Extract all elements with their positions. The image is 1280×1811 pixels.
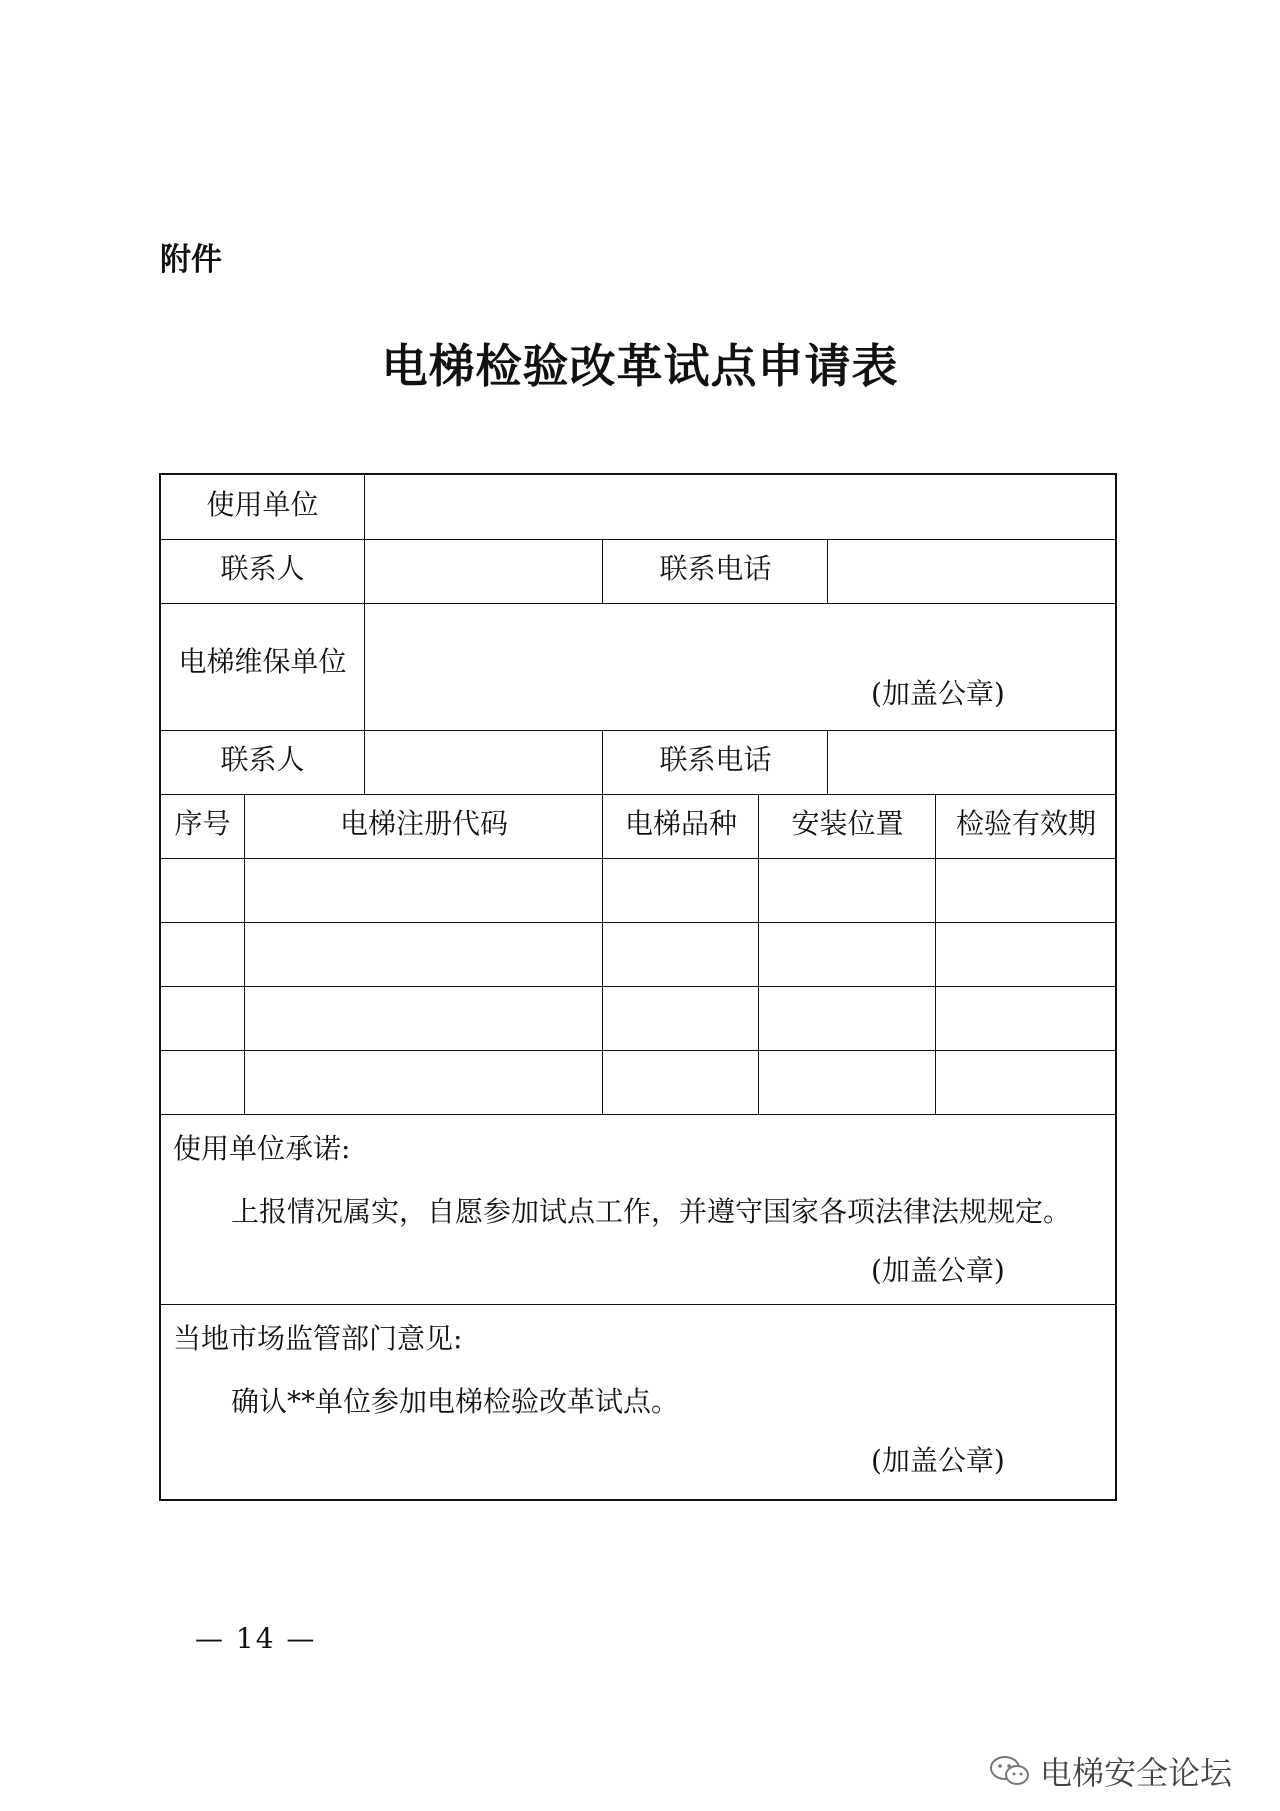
column-header-validity: 检验有效期 [955, 807, 1096, 840]
page-number: — 14 — [195, 1622, 317, 1655]
maint-unit-label: 电梯维保单位 [178, 645, 347, 678]
user-unit-label: 使用单位 [206, 488, 319, 521]
application-form [159, 473, 1117, 1501]
column-header-code: 电梯注册代码 [339, 807, 508, 840]
maint-phone-label: 联系电话 [659, 743, 772, 776]
column-header-seq: 序号 [174, 807, 231, 840]
maint-contact-field[interactable] [366, 732, 601, 792]
page-title: 电梯检验改革试点申请表 [381, 339, 899, 393]
commitment-seal-note: (加盖公章) [871, 1254, 1005, 1287]
dept-opinion-label: 当地市场监管部门意见: [173, 1322, 463, 1355]
maint-contact-label: 联系人 [220, 743, 305, 776]
attachment-label: 附件 [160, 242, 222, 278]
user-contact-label: 联系人 [220, 552, 305, 585]
column-header-type: 电梯品种 [624, 807, 737, 840]
column-header-location: 安装位置 [791, 807, 904, 840]
user-unit-field[interactable] [366, 477, 1114, 537]
wechat-icon [988, 1753, 1032, 1789]
dept-seal-note: (加盖公章) [871, 1444, 1005, 1477]
user-contact-field[interactable] [366, 541, 601, 601]
commitment-text: 上报情况属实，自愿参加试点工作，并遵守国家各项法律法规规定。 [231, 1195, 1072, 1228]
watermark-text: 电梯安全论坛 [1040, 1754, 1233, 1792]
maint-phone-field[interactable] [829, 732, 1114, 792]
user-phone-label: 联系电话 [659, 552, 772, 585]
dept-opinion-text: 确认**单位参加电梯检验改革试点。 [231, 1385, 680, 1418]
user-phone-field[interactable] [829, 541, 1114, 601]
commitment-label: 使用单位承诺: [173, 1132, 351, 1165]
maint-seal-note: (加盖公章) [871, 677, 1005, 710]
watermark [988, 1748, 1232, 1794]
